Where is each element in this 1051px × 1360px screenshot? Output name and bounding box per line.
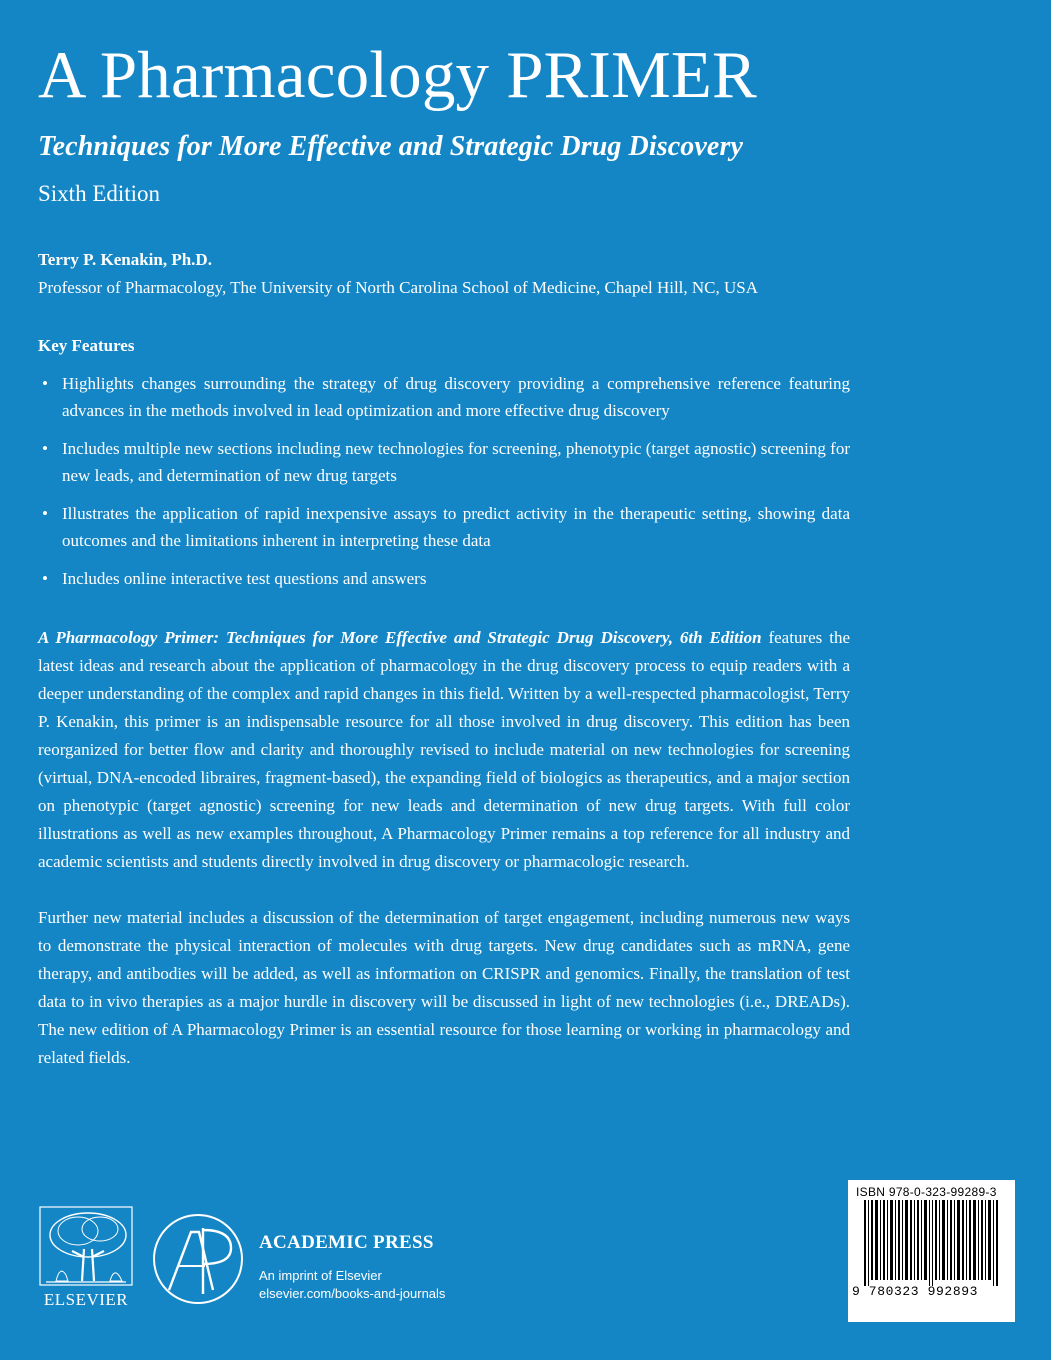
- description-paragraph: Further new material includes a discussion of the determination of target engagement, including numerous new ways to demonstrate the physical interaction of molecules with drug targets. New drug candidates such as mRNA, gene therapy, and antibodies will be added, as well as information on CRISPR and genomics. Finally, the translation of test data to in vivo therapies as a major hurdle in discovery will be discussed in light of new technologies (i.e., DREADs). The new edition of A Pharmacology Primer is an essential resource for those learning or working in pharmacology and related fields.: [38, 908, 850, 1067]
- elsevier-wordmark: ELSEVIER: [43, 1290, 129, 1309]
- academic-press-text: [259, 1232, 445, 1301]
- author-name: Terry P. Kenakin, Ph.D.: [38, 250, 212, 269]
- bullet-icon: •: [42, 439, 48, 458]
- description-lead: A Pharmacology Primer: Techniques for More Effective and Strategic Drug Discovery, 6th Edition: [38, 628, 762, 647]
- author-affiliation: Professor of Pharmacology, The University of North Carolina School of Medicine, Chapel Hill, NC, USA: [38, 278, 759, 297]
- list-item: • Includes multiple new sections including new technologies for screening, phenotypic (target agnostic) screening for new leads, and determination of new drug targets: [38, 435, 850, 489]
- bullet-icon: •: [42, 374, 48, 393]
- edition-label: Sixth Edition: [38, 181, 161, 206]
- key-features-heading: Key Features: [38, 336, 135, 355]
- book-title: A Pharmacology PRIMER: [38, 38, 757, 112]
- key-features-list: [38, 370, 850, 603]
- barcode-digits: 9 780323 992893: [852, 1284, 979, 1299]
- list-item: • Illustrates the application of rapid inexpensive assays to predict activity in the therapeutic setting, showing data outcomes and the limitations inherent in interpreting these data: [38, 500, 850, 554]
- bullet-icon: •: [42, 569, 48, 588]
- book-subtitle: Techniques for More Effective and Strategic Drug Discovery: [38, 131, 743, 162]
- list-item: • Highlights changes surrounding the strategy of drug discovery providing a comprehensive reference featuring advances in the methods involved in lead optimization and more effective drug discovery: [38, 370, 850, 424]
- bullet-icon: •: [42, 504, 48, 523]
- description-body: features the latest ideas and research about the application of pharmacology in the drug discovery process to equip readers with a deeper understanding of the complex and rapid changes in this field. Written by a well-respected pharmacologist, Terry P. Kenakin, this primer is an indispensable resource for all those involved in drug discovery. This edition has been reorganized for better flow and clarity and thoroughly revised to include material on new technologies for screening (virtual, DNA-encoded libraires, fragment-based), the expanding field of biologics as therapeutics, and a major section on phenotypic (target agnostic) screening for new leads and determination of new drug targets. With full color illustrations as well as new examples throughout, A Pharmacology Primer remains a top reference for all industry and academic scientists and students directly involved in drug discovery or pharmacologic research.: [38, 628, 850, 871]
- description-paragraph: [38, 624, 850, 876]
- publisher-name: ACADEMIC PRESS: [259, 1232, 434, 1253]
- list-item: • Includes online interactive test questions and answers: [38, 565, 850, 592]
- barcode-bars: [864, 1200, 1000, 1286]
- isbn-barcode: [848, 1180, 1015, 1322]
- publisher-url: elsevier.com/books-and-journals: [259, 1286, 446, 1301]
- academic-press-ap-icon: [151, 1212, 245, 1306]
- publisher-imprint: An imprint of Elsevier: [259, 1268, 382, 1283]
- elsevier-tree-icon: [38, 1205, 134, 1287]
- book-description: [38, 624, 850, 1100]
- isbn-number: ISBN 978-0-323-99289-3: [856, 1185, 997, 1199]
- elsevier-logo: [38, 1205, 134, 1310]
